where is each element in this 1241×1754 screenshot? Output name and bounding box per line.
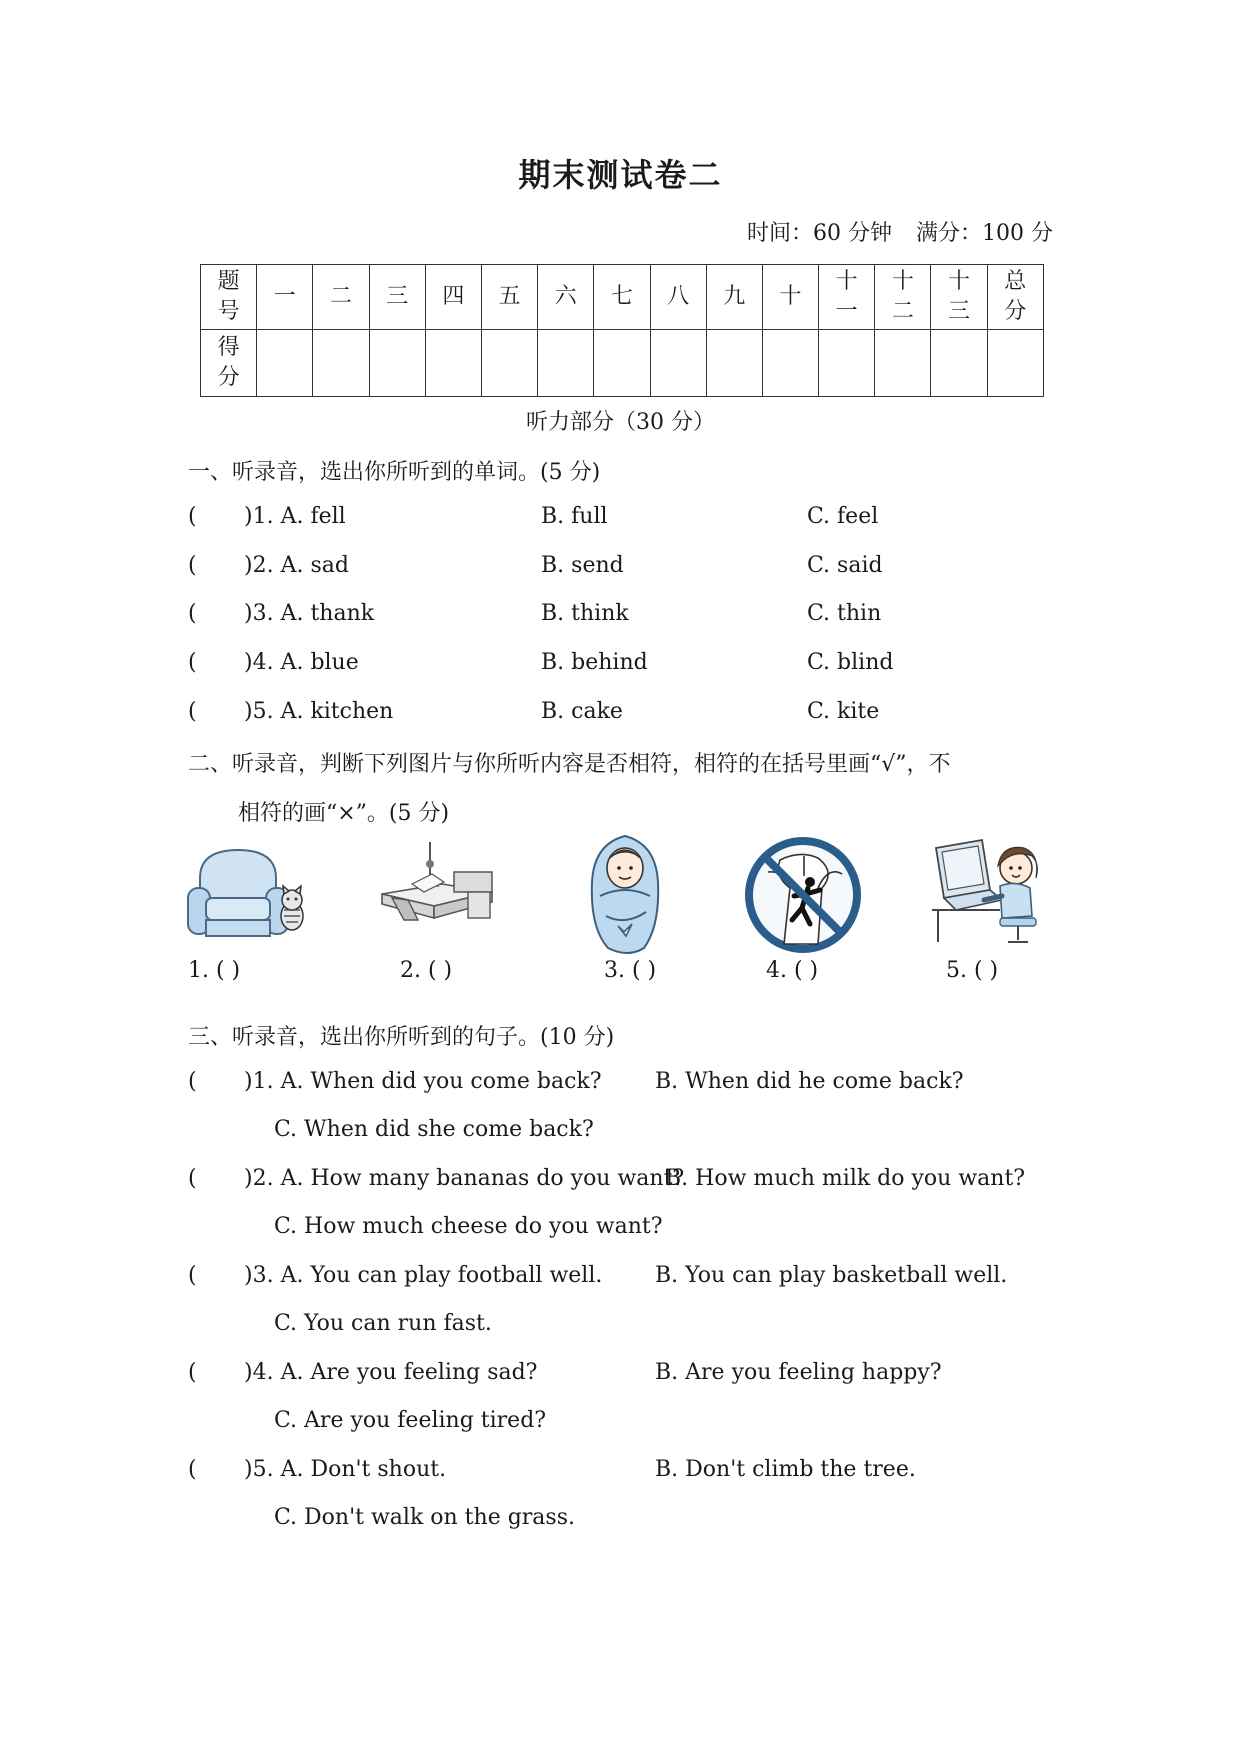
question-option-b: B. Don't climb the tree.: [655, 1457, 916, 1482]
score-table-col: 二: [313, 265, 369, 330]
question-option-b: B. send: [541, 553, 624, 578]
total-score: 满分：100 分: [916, 221, 1053, 246]
exam-meta: [747, 216, 1053, 247]
answer-paren[interactable]: (: [188, 1069, 197, 1094]
picture-answer-2[interactable]: 2. ( ): [400, 958, 453, 983]
question-option-b: B. When did he come back?: [655, 1069, 964, 1094]
question-option-a: )2. A. How many bananas do you want?: [244, 1166, 685, 1191]
question-option-a: )4. A. Are you feeling sad?: [244, 1360, 538, 1385]
score-cell[interactable]: [931, 330, 987, 397]
score-table-col: 十: [762, 265, 818, 330]
question-option-a: )3. A. You can play football well.: [244, 1263, 603, 1288]
score-table-col: 六: [538, 265, 594, 330]
question-option-b: B. You can play basketball well.: [655, 1263, 1008, 1288]
score-table-col: 七: [594, 265, 650, 330]
score-cell[interactable]: [819, 330, 875, 397]
section2-heading-line1: 二、听录音，判断下列图片与你所听内容是否相符，相符的在括号里画“√”，不: [188, 752, 951, 777]
section1-heading: 一、听录音，选出你所听到的单词。(5 分): [188, 460, 601, 485]
score-table-col: 十一: [819, 265, 875, 330]
question-option-c: C. Are you feeling tired?: [274, 1408, 547, 1433]
armchair-with-cat-icon: [186, 842, 310, 944]
score-table-row-label: 题号: [201, 265, 257, 330]
picture-answer-4[interactable]: 4. ( ): [766, 958, 819, 983]
score-table-col: 四: [425, 265, 481, 330]
score-table: [200, 264, 1044, 397]
question-option-b: B. behind: [541, 650, 648, 675]
score-cell[interactable]: [538, 330, 594, 397]
swaddled-baby-icon: [588, 832, 662, 958]
question-option-a: )1. A. fell: [244, 504, 346, 529]
question-option-b: B. cake: [541, 699, 623, 724]
answer-paren[interactable]: (: [188, 1263, 197, 1288]
question-option-c: C. said: [807, 553, 883, 578]
answer-paren[interactable]: (: [188, 650, 197, 675]
no-climbing-tree-sign-icon: [744, 836, 862, 954]
score-cell[interactable]: [762, 330, 818, 397]
page-title: 期末测试卷二: [518, 156, 723, 194]
question-option-c: C. When did she come back?: [274, 1117, 594, 1142]
question-option-c: C. Don't walk on the grass.: [274, 1505, 575, 1530]
answer-paren[interactable]: (: [188, 699, 197, 724]
question-option-b: B. full: [541, 504, 608, 529]
question-option-a: )3. A. thank: [244, 601, 375, 626]
picture-answer-5[interactable]: 5. ( ): [946, 958, 999, 983]
question-option-a: )1. A. When did you come back?: [244, 1069, 602, 1094]
picture-answer-3[interactable]: 3. ( ): [604, 958, 657, 983]
score-cell[interactable]: [875, 330, 931, 397]
score-table-col: 八: [650, 265, 706, 330]
question-option-b: B. How much milk do you want?: [665, 1166, 1026, 1191]
question-option-a: )4. A. blue: [244, 650, 359, 675]
score-cell[interactable]: [594, 330, 650, 397]
score-table-col: 三: [369, 265, 425, 330]
girl-at-computer-icon: [928, 838, 1048, 946]
score-table-col: 一: [257, 265, 313, 330]
answer-paren[interactable]: (: [188, 601, 197, 626]
time-limit: 时间：60 分钟: [747, 221, 892, 246]
answer-paren[interactable]: (: [188, 1457, 197, 1482]
question-option-a: )5. A. Don't shout.: [244, 1457, 447, 1482]
desk-and-lamp-icon: [372, 836, 496, 936]
score-cell[interactable]: [369, 330, 425, 397]
question-option-b: B. think: [541, 601, 629, 626]
question-option-c: C. thin: [807, 601, 882, 626]
score-cell[interactable]: [257, 330, 313, 397]
section2-heading-line2: 相符的画“×”。(5 分): [238, 801, 450, 826]
question-option-c: C. You can run fast.: [274, 1311, 492, 1336]
score-table-header-row: [201, 265, 1044, 330]
score-table-col: 总分: [987, 265, 1043, 330]
score-cell[interactable]: [987, 330, 1043, 397]
question-option-b: B. Are you feeling happy?: [655, 1360, 942, 1385]
score-table-score-row: [201, 330, 1044, 397]
answer-paren[interactable]: (: [188, 1360, 197, 1385]
score-table-row-label: 得分: [201, 330, 257, 397]
score-table-col: 十二: [875, 265, 931, 330]
listening-section-title: 听力部分（30 分）: [526, 410, 715, 435]
section3-heading: 三、听录音，选出你所听到的句子。(10 分): [188, 1025, 615, 1050]
answer-paren[interactable]: (: [188, 553, 197, 578]
score-cell[interactable]: [481, 330, 537, 397]
score-cell[interactable]: [425, 330, 481, 397]
question-option-a: )5. A. kitchen: [244, 699, 394, 724]
question-option-c: C. blind: [807, 650, 894, 675]
answer-paren[interactable]: (: [188, 1166, 197, 1191]
picture-answer-1[interactable]: 1. ( ): [188, 958, 241, 983]
question-option-c: C. kite: [807, 699, 880, 724]
answer-paren[interactable]: (: [188, 504, 197, 529]
question-option-c: C. feel: [807, 504, 879, 529]
question-option-c: C. How much cheese do you want?: [274, 1214, 663, 1239]
score-cell[interactable]: [650, 330, 706, 397]
question-option-a: )2. A. sad: [244, 553, 349, 578]
score-cell[interactable]: [706, 330, 762, 397]
score-table-col: 十三: [931, 265, 987, 330]
score-table-col: 五: [481, 265, 537, 330]
score-cell[interactable]: [313, 330, 369, 397]
score-table-col: 九: [706, 265, 762, 330]
